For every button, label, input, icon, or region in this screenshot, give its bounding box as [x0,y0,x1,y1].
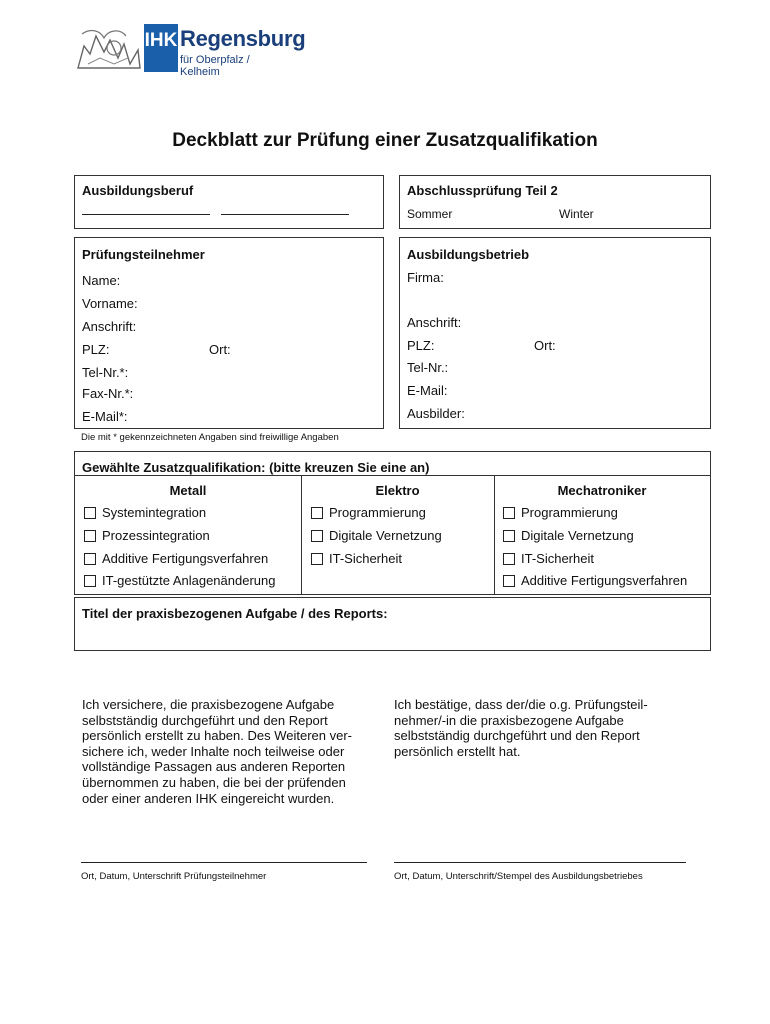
teilnehmer-vorname-field[interactable]: Vorname: [82,296,138,311]
mechatroniker-checkbox-3[interactable] [503,553,515,565]
teilnehmer-tel-field[interactable]: Tel-Nr.*: [82,365,129,380]
mechatroniker-header: Mechatroniker [557,483,647,498]
logo-subtitle: für Oberpfalz / Kelheim [180,54,250,78]
metall-checkbox-1[interactable] [84,507,96,519]
metall-checkbox-2[interactable] [84,530,96,542]
teilnehmer-box [74,237,384,429]
elektro-header: Elektro [375,483,420,498]
elektro-option-3: IT-Sicherheit [329,551,402,566]
betrieb-firma-field[interactable]: Firma: [407,270,444,285]
teilnehmer-anschrift-field[interactable]: Anschrift: [82,319,137,334]
teilnehmer-name-field[interactable]: Name: [82,273,121,288]
declaration-right-line: Ich bestätige, dass der/die o.g. Prüfungsteil- [394,697,648,712]
signature-line-betrieb[interactable] [394,862,686,863]
betrieb-box [399,237,711,429]
metall-checkbox-4[interactable] [84,575,96,587]
declaration-right-line: nehmer/-in die praxisbezogene Aufgabe [394,712,624,728]
mechatroniker-checkbox-4[interactable] [503,575,515,587]
signature-caption-betrieb: Ort, Datum, Unterschrift/Stempel des Ausbildungsbetriebes [394,871,643,882]
teilnehmer-plz-field[interactable]: PLZ: [82,342,110,357]
declaration-left [82,697,382,806]
logo-ihk-text: IHK [144,24,178,72]
ausbildungsberuf-label: Ausbildungsberuf [82,183,194,198]
ausbildungsberuf-line-2[interactable] [221,214,349,215]
metall-checkbox-3[interactable] [84,553,96,565]
declaration-left-line: vollständige Passagen aus anderen Reporten [82,759,346,775]
sommer-option[interactable]: Sommer [407,207,453,221]
declaration-left-line: Ich versichere, die praxisbezogene Aufgabe [82,697,335,712]
mechatroniker-checkbox-1[interactable] [503,507,515,519]
declaration-left-line: selbstständig durchgeführt und den Report [82,712,328,728]
teilnehmer-fax-field[interactable]: Fax-Nr.*: [82,386,134,401]
qualifikation-box [74,451,711,595]
winter-option[interactable]: Winter [559,207,594,221]
abschluss-box [399,175,711,229]
metall-option-4: IT-gestützte Anlagenänderung [102,573,276,588]
abschluss-label: Abschlussprüfung Teil 2 [407,183,558,198]
qualifikation-heading: Gewählte Zusatzqualifikation: (bitte kreuzen Sie eine an) [82,460,430,475]
betrieb-anschrift-field[interactable]: Anschrift: [407,315,462,330]
teilnehmer-email-field[interactable]: E-Mail*: [82,409,128,424]
betrieb-ort-field[interactable]: Ort: [534,338,556,353]
teilnehmer-ort-field[interactable]: Ort: [209,342,231,357]
page-title: Deckblatt zur Prüfung einer Zusatzqualifikation [172,130,598,151]
crest-illustration-icon [74,24,144,72]
mechatroniker-option-1: Programmierung [521,505,618,520]
betrieb-ausbilder-field[interactable]: Ausbilder: [407,406,465,421]
ihk-logo [74,24,306,78]
elektro-option-1: Programmierung [329,505,426,520]
signature-line-teilnehmer[interactable] [81,862,367,863]
betrieb-tel-field[interactable]: Tel-Nr.: [407,360,449,375]
logo-name: Regensburg [180,26,306,51]
declaration-left-line: oder einer anderen IHK eingereicht wurden. [82,790,335,806]
metall-option-3: Additive Fertigungsverfahren [102,551,269,566]
mechatroniker-option-4: Additive Fertigungsverfahren [521,573,688,588]
elektro-checkbox-1[interactable] [311,507,323,519]
mechatroniker-option-3: IT-Sicherheit [521,551,594,566]
elektro-option-2: Digitale Vernetzung [329,528,442,543]
qualifikation-divider [75,475,710,476]
betrieb-email-field[interactable]: E-Mail: [407,383,448,398]
mechatroniker-checkbox-2[interactable] [503,530,515,542]
ausbildungsberuf-box [74,175,384,229]
declaration-right-line: persönlich erstellt hat. [394,743,521,759]
aufgabe-box[interactable] [74,597,711,651]
mechatroniker-option-2: Digitale Vernetzung [521,528,634,543]
aufgabe-label: Titel der praxisbezogenen Aufgabe / des Reports: [82,606,388,621]
ausbildungsberuf-line-1[interactable] [82,214,210,215]
teilnehmer-label: Prüfungsteilnehmer [82,247,205,262]
metall-option-2: Prozessintegration [102,528,210,543]
elektro-checkbox-3[interactable] [311,553,323,565]
betrieb-label: Ausbildungsbetrieb [407,247,530,262]
declaration-right [394,697,704,759]
betrieb-plz-field[interactable]: PLZ: [407,338,435,353]
declaration-right-line: selbstständig durchgeführt und den Report [394,728,640,744]
declaration-left-line: persönlich erstellt zu haben. Des Weiteren ver- [82,728,352,744]
elektro-checkbox-2[interactable] [311,530,323,542]
declaration-left-line: übernommen zu haben, die bei der prüfenden [82,774,346,790]
metall-header: Metall [169,483,207,498]
optional-fields-note: Die mit * gekennzeichneten Angaben sind freiwillige Angaben [81,432,339,443]
declaration-left-line: sichere ich, weder Inhalte noch teilweise oder [82,743,345,759]
metall-option-1: Systemintegration [102,505,207,520]
signature-caption-teilnehmer: Ort, Datum, Unterschrift Prüfungsteilnehmer [81,871,267,882]
